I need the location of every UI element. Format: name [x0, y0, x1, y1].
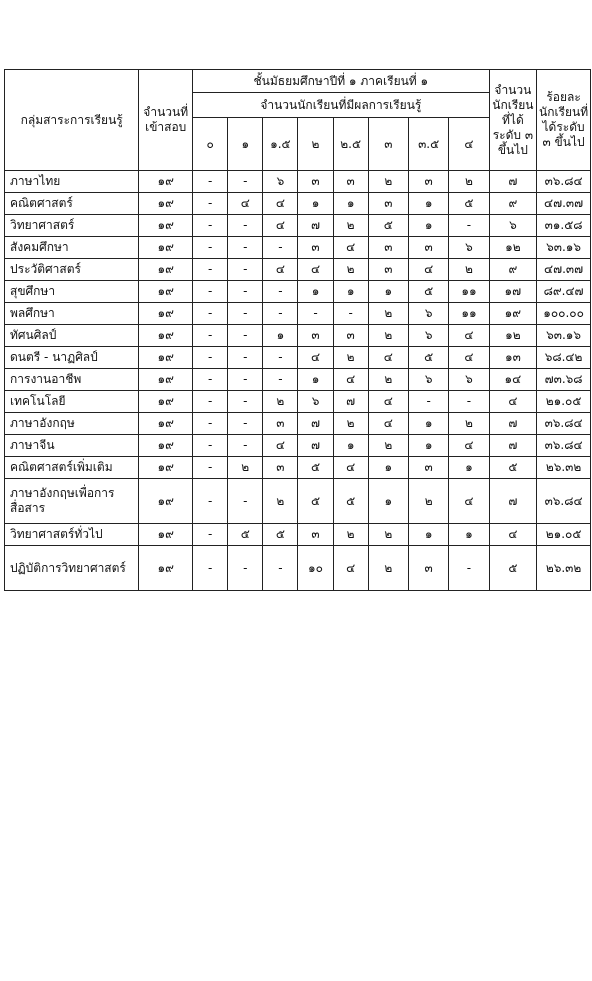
value-cell: ๕ — [298, 479, 333, 524]
value-cell: - — [263, 303, 298, 325]
value-cell: ๒ — [368, 171, 408, 193]
value-cell: ๔ — [263, 193, 298, 215]
value-cell: - — [193, 347, 228, 369]
value-cell: - — [298, 303, 333, 325]
value-cell: ๑ — [333, 193, 368, 215]
value-cell: - — [263, 347, 298, 369]
header-grade-term: ชั้นมัธยมศึกษาปีที่ ๑ ภาคเรียนที่ ๑ — [193, 70, 490, 93]
value-cell: ๑ — [409, 215, 449, 237]
value-cell: ๑๙ — [139, 193, 193, 215]
subject-cell: ประวัติศาสตร์ — [5, 259, 139, 281]
value-cell: ๔ — [449, 347, 489, 369]
table-row — [5, 215, 591, 237]
value-cell: ๕ — [263, 524, 298, 546]
value-cell: ๑๙ — [139, 413, 193, 435]
header-percent-level3-up: ร้อยละนักเรียนที่ได้ระดับ ๓ ขึ้นไป — [537, 70, 591, 171]
value-cell: ๔ — [368, 347, 408, 369]
header-grade: ๓ — [368, 118, 408, 171]
value-cell: ๑ — [298, 281, 333, 303]
subject-cell: ภาษาจีน — [5, 435, 139, 457]
value-cell: ๖ — [409, 369, 449, 391]
value-cell: ๑๙ — [489, 303, 537, 325]
header-examinees: จำนวนที่เข้าสอบ — [139, 70, 193, 171]
table-row — [5, 325, 591, 347]
value-cell: ๖ — [409, 325, 449, 347]
value-cell: - — [228, 215, 263, 237]
table-row — [5, 546, 591, 591]
value-cell: ๘๙.๔๗ — [537, 281, 591, 303]
value-cell: ๑๙ — [139, 171, 193, 193]
table-row — [5, 193, 591, 215]
value-cell: ๗ — [489, 171, 537, 193]
value-cell: ๑๗ — [489, 281, 537, 303]
value-cell: ๑๙ — [139, 347, 193, 369]
value-cell: ๑ — [409, 435, 449, 457]
value-cell: ๑๒ — [489, 325, 537, 347]
table-row — [5, 171, 591, 193]
value-cell: ๒ — [368, 546, 408, 591]
value-cell: ๑๓ — [489, 347, 537, 369]
value-cell: ๖ — [449, 237, 489, 259]
value-cell: - — [228, 237, 263, 259]
value-cell: - — [228, 479, 263, 524]
value-cell: ๙ — [489, 259, 537, 281]
value-cell: ๔ — [368, 391, 408, 413]
value-cell: ๒๖.๓๒ — [537, 457, 591, 479]
subject-cell: การงานอาชีพ — [5, 369, 139, 391]
value-cell: ๓๖.๘๔ — [537, 171, 591, 193]
subject-cell: ปฏิบัติการวิทยาศาสตร์ — [5, 546, 139, 591]
value-cell: ๑๑ — [449, 303, 489, 325]
value-cell: ๔ — [298, 347, 333, 369]
value-cell: ๑๙ — [139, 259, 193, 281]
value-cell: ๖ — [449, 369, 489, 391]
header-grade: ๑ — [228, 118, 263, 171]
value-cell: ๔ — [489, 524, 537, 546]
value-cell: ๕ — [449, 193, 489, 215]
value-cell: ๕ — [228, 524, 263, 546]
value-cell: ๑ — [333, 435, 368, 457]
value-cell: ๖ — [263, 171, 298, 193]
table-row — [5, 435, 591, 457]
value-cell: ๓ — [298, 325, 333, 347]
table-row — [5, 303, 591, 325]
value-cell: - — [228, 303, 263, 325]
table-row — [5, 457, 591, 479]
value-cell: ๖ — [489, 215, 537, 237]
value-cell: ๒๑.๐๕ — [537, 524, 591, 546]
value-cell: ๔ — [333, 546, 368, 591]
value-cell: ๓๖.๘๔ — [537, 435, 591, 457]
value-cell: ๗ — [298, 215, 333, 237]
value-cell: ๒ — [368, 369, 408, 391]
value-cell: ๖๓.๑๖ — [537, 325, 591, 347]
value-cell: ๑ — [449, 457, 489, 479]
value-cell: - — [193, 171, 228, 193]
value-cell: ๒ — [409, 479, 449, 524]
value-cell: ๒ — [228, 457, 263, 479]
value-cell: ๑ — [409, 524, 449, 546]
value-cell: ๖๘.๔๒ — [537, 347, 591, 369]
value-cell: ๓ — [409, 237, 449, 259]
value-cell: ๔ — [449, 479, 489, 524]
subject-cell: ดนตรี - นาฏศิลป์ — [5, 347, 139, 369]
value-cell: ๔ — [449, 325, 489, 347]
value-cell: ๒ — [449, 413, 489, 435]
value-cell: ๒ — [368, 325, 408, 347]
table-row — [5, 391, 591, 413]
table-row — [5, 413, 591, 435]
value-cell: ๕ — [333, 479, 368, 524]
value-cell: - — [193, 369, 228, 391]
value-cell: ๒ — [263, 391, 298, 413]
value-cell: ๖ — [409, 303, 449, 325]
grade-results-table — [4, 69, 591, 591]
value-cell: ๒ — [333, 413, 368, 435]
value-cell: ๓ — [368, 237, 408, 259]
value-cell: - — [193, 457, 228, 479]
value-cell: ๒ — [368, 303, 408, 325]
value-cell: ๑ — [409, 193, 449, 215]
table-row — [5, 347, 591, 369]
value-cell: - — [228, 259, 263, 281]
value-cell: - — [228, 171, 263, 193]
value-cell: ๓ — [368, 193, 408, 215]
value-cell: ๔๗.๓๗ — [537, 259, 591, 281]
value-cell: ๗ — [489, 435, 537, 457]
value-cell: ๓๑.๕๘ — [537, 215, 591, 237]
value-cell: ๖๓.๑๖ — [537, 237, 591, 259]
value-cell: ๒๖.๓๒ — [537, 546, 591, 591]
value-cell: ๓ — [263, 457, 298, 479]
subject-cell: ภาษาอังกฤษ — [5, 413, 139, 435]
value-cell: - — [409, 391, 449, 413]
table-row — [5, 524, 591, 546]
value-cell: ๔ — [489, 391, 537, 413]
value-cell: ๑๙ — [139, 325, 193, 347]
value-cell: - — [193, 303, 228, 325]
value-cell: - — [228, 325, 263, 347]
value-cell: - — [193, 524, 228, 546]
value-cell: - — [193, 259, 228, 281]
value-cell: ๗ — [489, 413, 537, 435]
table-row — [5, 237, 591, 259]
value-cell: ๔ — [333, 369, 368, 391]
subject-cell: เทคโนโลยี — [5, 391, 139, 413]
value-cell: ๑๙ — [139, 303, 193, 325]
value-cell: ๓๖.๘๔ — [537, 479, 591, 524]
value-cell: ๑๙ — [139, 435, 193, 457]
value-cell: ๑ — [449, 524, 489, 546]
value-cell: ๗ — [298, 413, 333, 435]
value-cell: ๒ — [449, 171, 489, 193]
value-cell: ๑ — [298, 369, 333, 391]
value-cell: ๓ — [333, 325, 368, 347]
table-row — [5, 479, 591, 524]
value-cell: ๔ — [263, 215, 298, 237]
value-cell: ๒ — [333, 524, 368, 546]
value-cell: ๔ — [449, 435, 489, 457]
value-cell: - — [263, 237, 298, 259]
value-cell: ๕ — [409, 347, 449, 369]
table-row — [5, 281, 591, 303]
value-cell: ๔ — [409, 259, 449, 281]
value-cell: - — [228, 281, 263, 303]
value-cell: ๒ — [333, 215, 368, 237]
value-cell: ๓ — [409, 457, 449, 479]
value-cell: ๒ — [333, 347, 368, 369]
header-grade: ๑.๕ — [263, 118, 298, 171]
value-cell: ๑๙ — [139, 546, 193, 591]
value-cell: ๓ — [298, 171, 333, 193]
value-cell: ๑๙ — [139, 524, 193, 546]
value-cell: - — [263, 369, 298, 391]
value-cell: ๑๙ — [139, 457, 193, 479]
value-cell: ๕ — [298, 457, 333, 479]
value-cell: ๓ — [409, 171, 449, 193]
table-row — [5, 369, 591, 391]
value-cell: ๑ — [368, 457, 408, 479]
value-cell: - — [228, 391, 263, 413]
value-cell: - — [449, 215, 489, 237]
subject-cell: คณิตศาสตร์เพิ่มเติม — [5, 457, 139, 479]
value-cell: ๒ — [333, 259, 368, 281]
header-grade: ๒ — [298, 118, 333, 171]
value-cell: - — [193, 413, 228, 435]
value-cell: ๑๔ — [489, 369, 537, 391]
value-cell: ๗ — [298, 435, 333, 457]
value-cell: ๑๙ — [139, 391, 193, 413]
value-cell: ๑ — [333, 281, 368, 303]
value-cell: - — [193, 391, 228, 413]
value-cell: - — [449, 391, 489, 413]
value-cell: ๔ — [333, 457, 368, 479]
value-cell: - — [193, 215, 228, 237]
header-count-level3-up: จำนวนนักเรียนที่ได้ระดับ ๓ ขึ้นไป — [489, 70, 537, 171]
subject-cell: สังคมศึกษา — [5, 237, 139, 259]
value-cell: - — [193, 325, 228, 347]
value-cell: - — [193, 546, 228, 591]
value-cell: - — [228, 347, 263, 369]
value-cell: ๓ — [298, 237, 333, 259]
value-cell: ๗ — [333, 391, 368, 413]
value-cell: ๒ — [263, 479, 298, 524]
value-cell: ๑ — [263, 325, 298, 347]
value-cell: - — [193, 281, 228, 303]
value-cell: - — [449, 546, 489, 591]
value-cell: ๒ — [368, 435, 408, 457]
value-cell: - — [228, 413, 263, 435]
value-cell: ๔ — [263, 259, 298, 281]
value-cell: ๓๖.๘๔ — [537, 413, 591, 435]
value-cell: ๑๒ — [489, 237, 537, 259]
subject-cell: วิทยาศาสตร์ — [5, 215, 139, 237]
value-cell: - — [193, 435, 228, 457]
value-cell: ๒ — [368, 524, 408, 546]
value-cell: ๔ — [298, 259, 333, 281]
value-cell: ๔๗.๓๗ — [537, 193, 591, 215]
subject-cell: ภาษาไทย — [5, 171, 139, 193]
value-cell: - — [193, 237, 228, 259]
subject-cell: วิทยาศาสตร์ทั่วไป — [5, 524, 139, 546]
value-cell: ๑๙ — [139, 237, 193, 259]
value-cell: ๔ — [263, 435, 298, 457]
header-grade: ๐ — [193, 118, 228, 171]
value-cell: - — [333, 303, 368, 325]
value-cell: ๕ — [368, 215, 408, 237]
subject-cell: สุขศึกษา — [5, 281, 139, 303]
value-cell: ๕ — [489, 546, 537, 591]
value-cell: ๑ — [368, 281, 408, 303]
value-cell: - — [228, 435, 263, 457]
value-cell: ๔ — [368, 413, 408, 435]
value-cell: ๔ — [333, 237, 368, 259]
header-subject: กลุ่มสาระการเรียนรู้ — [5, 70, 139, 171]
value-cell: ๑๐ — [298, 546, 333, 591]
value-cell: ๕ — [489, 457, 537, 479]
value-cell: ๑๙ — [139, 369, 193, 391]
value-cell: ๖ — [298, 391, 333, 413]
header-grade: ๔ — [449, 118, 489, 171]
value-cell: - — [228, 369, 263, 391]
header-grade: ๓.๕ — [409, 118, 449, 171]
value-cell: ๗๓.๖๘ — [537, 369, 591, 391]
subject-cell: คณิตศาสตร์ — [5, 193, 139, 215]
value-cell: ๑ — [298, 193, 333, 215]
value-cell: - — [228, 546, 263, 591]
value-cell: ๓ — [333, 171, 368, 193]
subject-cell: ทัศนศิลป์ — [5, 325, 139, 347]
value-cell: ๓ — [298, 524, 333, 546]
value-cell: ๑๐๐.๐๐ — [537, 303, 591, 325]
value-cell: ๒ — [449, 259, 489, 281]
value-cell: ๓ — [263, 413, 298, 435]
subject-cell: พลศึกษา — [5, 303, 139, 325]
value-cell: ๑ — [368, 479, 408, 524]
value-cell: - — [193, 479, 228, 524]
value-cell: ๗ — [489, 479, 537, 524]
table-row — [5, 259, 591, 281]
value-cell: ๔ — [228, 193, 263, 215]
value-cell: - — [193, 193, 228, 215]
value-cell: ๕ — [409, 281, 449, 303]
value-cell: ๒๑.๐๕ — [537, 391, 591, 413]
header-students-by-result: จำนวนนักเรียนที่มีผลการเรียนรู้ — [193, 93, 490, 118]
header-grade: ๒.๕ — [333, 118, 368, 171]
value-cell: ๙ — [489, 193, 537, 215]
value-cell: ๑๙ — [139, 281, 193, 303]
value-cell: - — [263, 281, 298, 303]
value-cell: ๑๙ — [139, 479, 193, 524]
subject-cell: ภาษาอังกฤษเพื่อการสื่อสาร — [5, 479, 139, 524]
value-cell: ๑๑ — [449, 281, 489, 303]
value-cell: ๓ — [368, 259, 408, 281]
value-cell: ๓ — [409, 546, 449, 591]
value-cell: ๑ — [409, 413, 449, 435]
value-cell: ๑๙ — [139, 215, 193, 237]
value-cell: - — [263, 546, 298, 591]
